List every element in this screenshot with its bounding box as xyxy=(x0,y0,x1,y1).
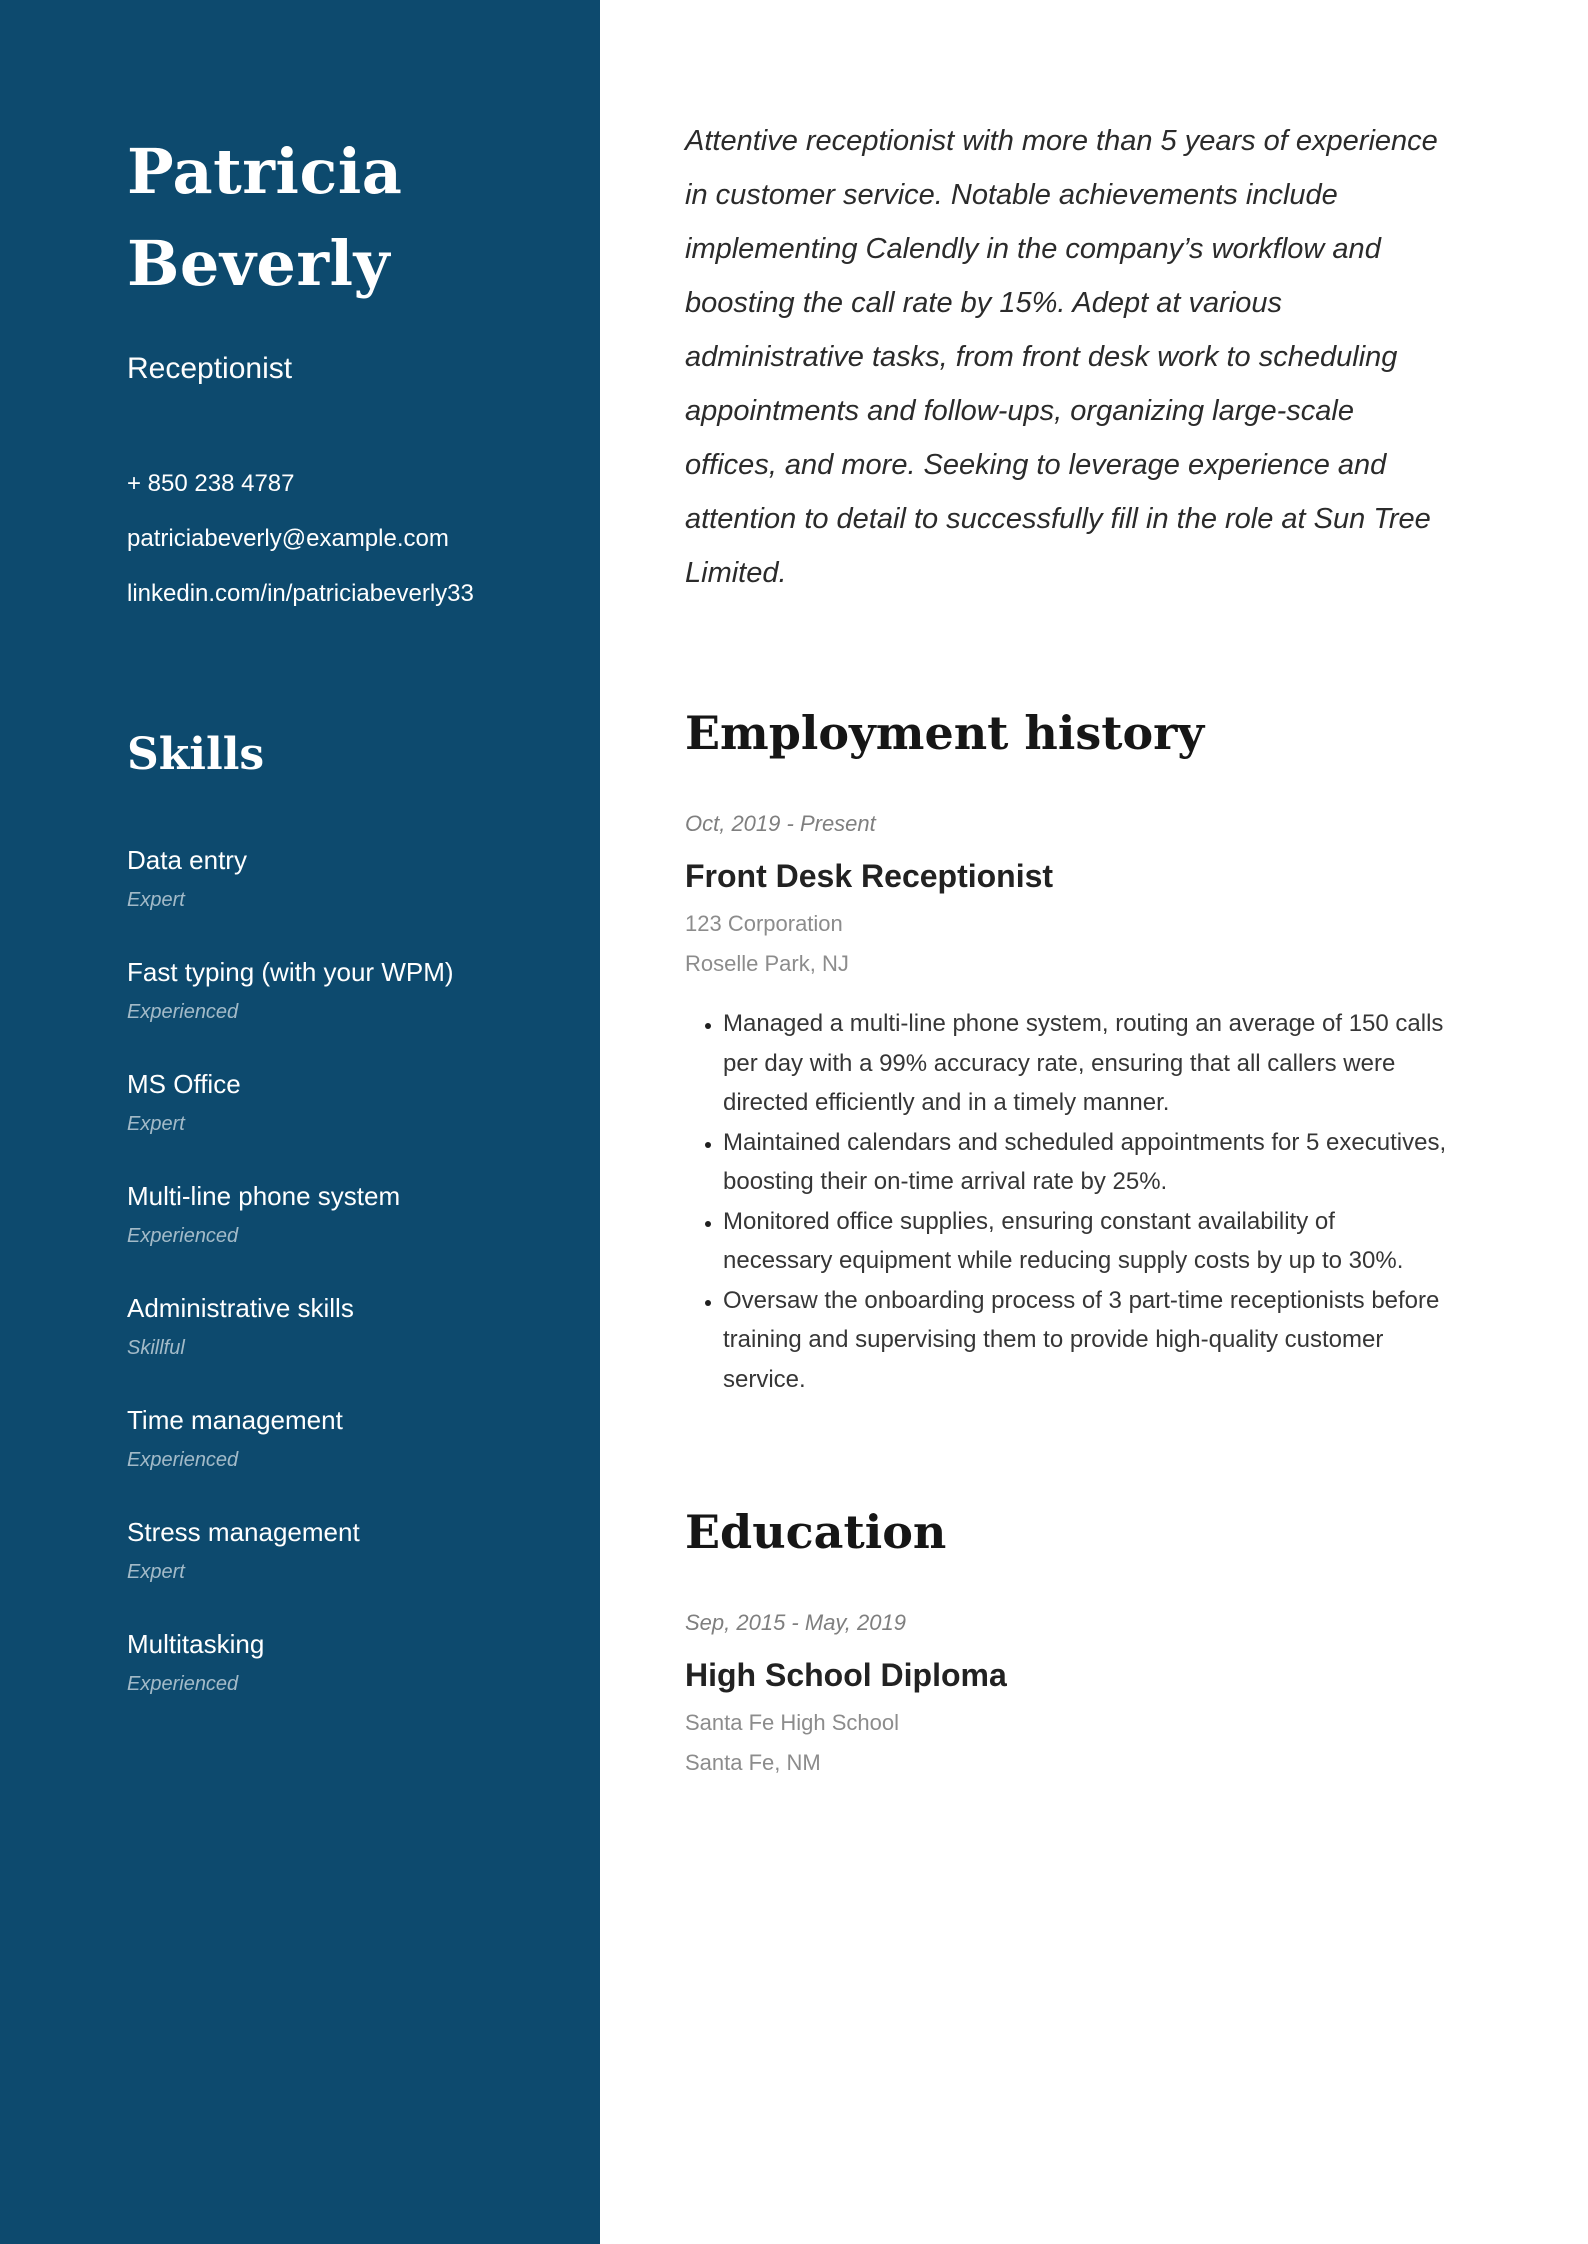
contact-email[interactable]: patriciabeverly@example.com xyxy=(127,525,449,552)
skill-level: Experienced xyxy=(127,1001,239,1023)
employment-company: 123 Corporation xyxy=(685,911,843,936)
skill-name: Multi-line phone system xyxy=(127,1181,401,1211)
skill-name: Multitasking xyxy=(127,1629,265,1659)
employment-job-title: Front Desk Receptionist xyxy=(685,858,1054,894)
contact-phone: + 850 238 4787 xyxy=(127,470,295,497)
profile-summary: Attentive receptionist with more than 5 years of experience in customer service. Notable achievements include implementing Calendly in the company’s workflow and boosting the call rate by 15%. Adept at various administrative tasks, from front desk work to scheduling appointments and follow-ups, organizing large-scale offices, and more. Seeking to leverage experience and attention to detail to successfully fill in the role at Sun Tree Limited. xyxy=(685,125,1438,589)
skill-name: MS Office xyxy=(127,1069,241,1099)
skill-level: Experienced xyxy=(127,1673,239,1695)
education-location: Santa Fe, NM xyxy=(685,1750,821,1775)
skill-name: Data entry xyxy=(127,845,247,875)
person-first-name: Patricia xyxy=(127,135,403,208)
employment-bullet-list xyxy=(685,1004,1448,1399)
employment-bullet: • Oversaw the onboarding process of 3 part-time receptionists before training and supervising them to provide high-quality customer service. xyxy=(723,1281,1448,1400)
education-degree: High School Diploma xyxy=(685,1657,1007,1693)
employment-history-heading: Employment history xyxy=(685,706,1205,760)
main-column xyxy=(600,114,1588,1777)
skill-name: Fast typing (with your WPM) xyxy=(127,957,454,987)
skill-name: Administrative skills xyxy=(127,1293,354,1323)
skill-item xyxy=(127,1067,550,1137)
skills-heading: Skills xyxy=(127,729,265,780)
skill-item xyxy=(127,843,550,913)
skill-item xyxy=(127,1403,550,1473)
skill-item xyxy=(127,955,550,1025)
job-title: Receptionist xyxy=(127,352,293,385)
skill-level: Expert xyxy=(127,889,185,911)
employment-entry xyxy=(685,810,1448,1399)
person-name xyxy=(127,126,550,310)
skill-level: Expert xyxy=(127,1113,185,1135)
skill-level: Experienced xyxy=(127,1449,239,1471)
skills-list xyxy=(127,843,550,1697)
employment-location: Roselle Park, NJ xyxy=(685,951,849,976)
education-school: Santa Fe High School xyxy=(685,1710,900,1735)
employment-date-range: Oct, 2019 - Present xyxy=(685,811,876,836)
skill-item xyxy=(127,1515,550,1585)
education-heading: Education xyxy=(685,1505,947,1559)
sidebar xyxy=(0,0,600,2244)
skill-item xyxy=(127,1627,550,1697)
employment-bullet: • Maintained calendars and scheduled appointments for 5 executives, boosting their on-time arrival rate by 25%. xyxy=(723,1123,1448,1202)
education-date-range: Sep, 2015 - May, 2019 xyxy=(685,1610,906,1635)
employment-bullet: • Managed a multi-line phone system, routing an average of 150 calls per day with a 99% accuracy rate, ensuring that all callers were directed efficiently and in a timely manner. xyxy=(723,1004,1448,1123)
education-entry xyxy=(685,1609,1448,1777)
contact-block xyxy=(127,456,550,621)
skill-level: Skillful xyxy=(127,1337,185,1359)
contact-linkedin[interactable]: linkedin.com/in/patriciabeverly33 xyxy=(127,580,474,607)
employment-bullet: • Monitored office supplies, ensuring constant availability of necessary equipment while reducing supply costs by up to 30%. xyxy=(723,1202,1448,1281)
skill-name: Time management xyxy=(127,1405,343,1435)
skill-level: Experienced xyxy=(127,1225,239,1247)
skill-item xyxy=(127,1291,550,1361)
person-last-name: Beverly xyxy=(127,227,391,300)
skill-level: Expert xyxy=(127,1561,185,1583)
skill-item xyxy=(127,1179,550,1249)
skill-name: Stress management xyxy=(127,1517,360,1547)
